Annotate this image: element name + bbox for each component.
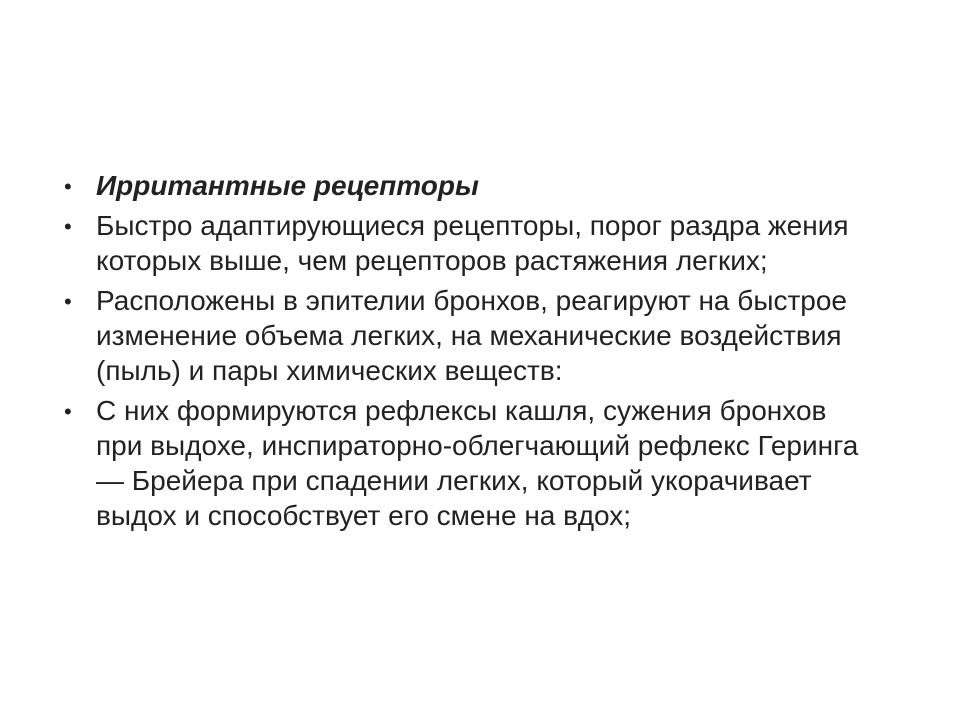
bullet-item-adaptation <box>60 208 860 278</box>
bullet-heading-text: Ирритантные рецепторы <box>96 170 479 201</box>
bullet-dot-icon: • <box>64 214 72 239</box>
bullet-dot-icon: • <box>64 399 72 424</box>
bullet-item-location <box>60 283 860 388</box>
bullet-text: Быстро адаптирующиеся рецепторы, порог раздра жения которых выше, чем рецепторов растяжения легких; <box>96 210 849 276</box>
bullet-text: С них формируются рефлексы кашля, сужения бронхов при выдохе, инспираторно-облегчающий рефлекс Геринга — Брейера при спадении легких, который укорачивает выдох и способствует его смене на вдох; <box>96 395 859 531</box>
bullet-list <box>60 168 860 538</box>
bullet-item-heading <box>60 168 860 203</box>
bullet-text: Расположены в эпителии бронхов, реагируют на быстрое изменение объема легких, на механические воздействия (пыль) и пары химических веществ: <box>96 285 847 386</box>
bullet-dot-icon: • <box>64 289 72 314</box>
bullet-dot-icon: • <box>64 174 72 199</box>
bullet-item-reflexes <box>60 393 860 533</box>
